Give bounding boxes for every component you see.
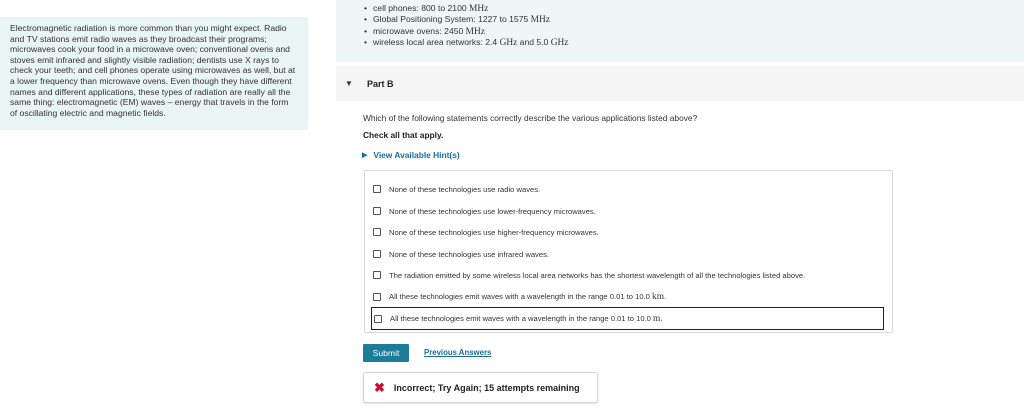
option-checkbox[interactable] <box>373 266 805 284</box>
option-checkbox[interactable] <box>373 223 599 241</box>
question-text: Which of the following statements correctly describe the various applications listed above? <box>363 113 698 123</box>
incorrect-x-icon: ✖ <box>374 380 385 395</box>
application-item: • wireless local area networks: 2.4 GHz and 5.0 GHz <box>364 37 1024 48</box>
check-all-instruction: Check all that apply. <box>363 130 444 140</box>
checkbox-icon[interactable] <box>373 228 381 236</box>
previous-answers-link[interactable]: Previous Answers <box>424 348 492 357</box>
application-item: • Global Positioning System: 1227 to 1575 MHz <box>364 14 1024 25</box>
option-checkbox-focused[interactable] <box>371 307 884 330</box>
view-hints-link[interactable] <box>362 150 460 160</box>
application-item: • cell phones: 800 to 2100 MHz <box>364 3 1024 14</box>
applications-panel <box>336 0 1024 62</box>
view-hints-label: View Available Hint(s) <box>373 150 460 160</box>
checkbox-icon[interactable] <box>373 271 381 279</box>
answer-options <box>364 170 893 333</box>
option-checkbox[interactable] <box>373 180 540 198</box>
intro-text: Electromagnetic radiation is more common than you might expect. Radio and TV stations emit radio waves as they broadcast their programs; microwaves cook your food in a microwave oven; conventional ovens and stoves emit infrared and slightly visible radiation; dentists use X rays to check your teeth; and cell phones operate using microwaves as well, but at a lower frequency than microwave ovens. Even though they have different names and different applications, these types of radiation are really all the same thing: electromagnetic (EM) waves – energy that travels in the form of oscillating electric and magnetic fields. <box>10 23 296 118</box>
application-item: • microwave ovens: 2450 MHz <box>364 26 1024 37</box>
applications-list <box>364 3 1024 49</box>
option-label: None of these technologies use higher-frequency microwaves. <box>389 227 599 237</box>
collapse-caret-icon[interactable]: ▼ <box>345 79 353 88</box>
part-b-header[interactable] <box>336 66 1024 101</box>
submit-button[interactable]: Submit <box>363 344 409 362</box>
option-checkbox[interactable] <box>373 288 666 306</box>
option-label: None of these technologies use lower-frequency microwaves. <box>389 206 596 216</box>
option-label: All these technologies emit waves with a wavelength in the range 0.01 to 10.0 km. <box>389 292 667 302</box>
option-checkbox[interactable] <box>373 245 549 263</box>
part-title: Part B <box>367 78 394 89</box>
checkbox-icon[interactable] <box>374 315 382 323</box>
option-label: None of these technologies use radio waves. <box>389 184 541 194</box>
checkbox-icon[interactable] <box>373 207 381 215</box>
feedback-text: Incorrect; Try Again; 15 attempts remaining <box>393 382 580 393</box>
feedback-box <box>363 372 598 403</box>
option-label: None of these technologies use infrared waves. <box>389 249 549 259</box>
checkbox-icon[interactable] <box>373 293 381 301</box>
option-checkbox[interactable] <box>373 202 596 220</box>
intro-panel <box>0 17 308 130</box>
option-label: The radiation emitted by some wireless local area networks has the shortest wavelength of all the technologies listed above. <box>389 270 806 280</box>
expand-triangle-icon: ▶ <box>362 152 368 159</box>
option-label: All these technologies emit waves with a wavelength in the range 0.01 to 10.0 m. <box>390 313 663 324</box>
checkbox-icon[interactable] <box>373 250 381 258</box>
checkbox-icon[interactable] <box>373 185 381 193</box>
